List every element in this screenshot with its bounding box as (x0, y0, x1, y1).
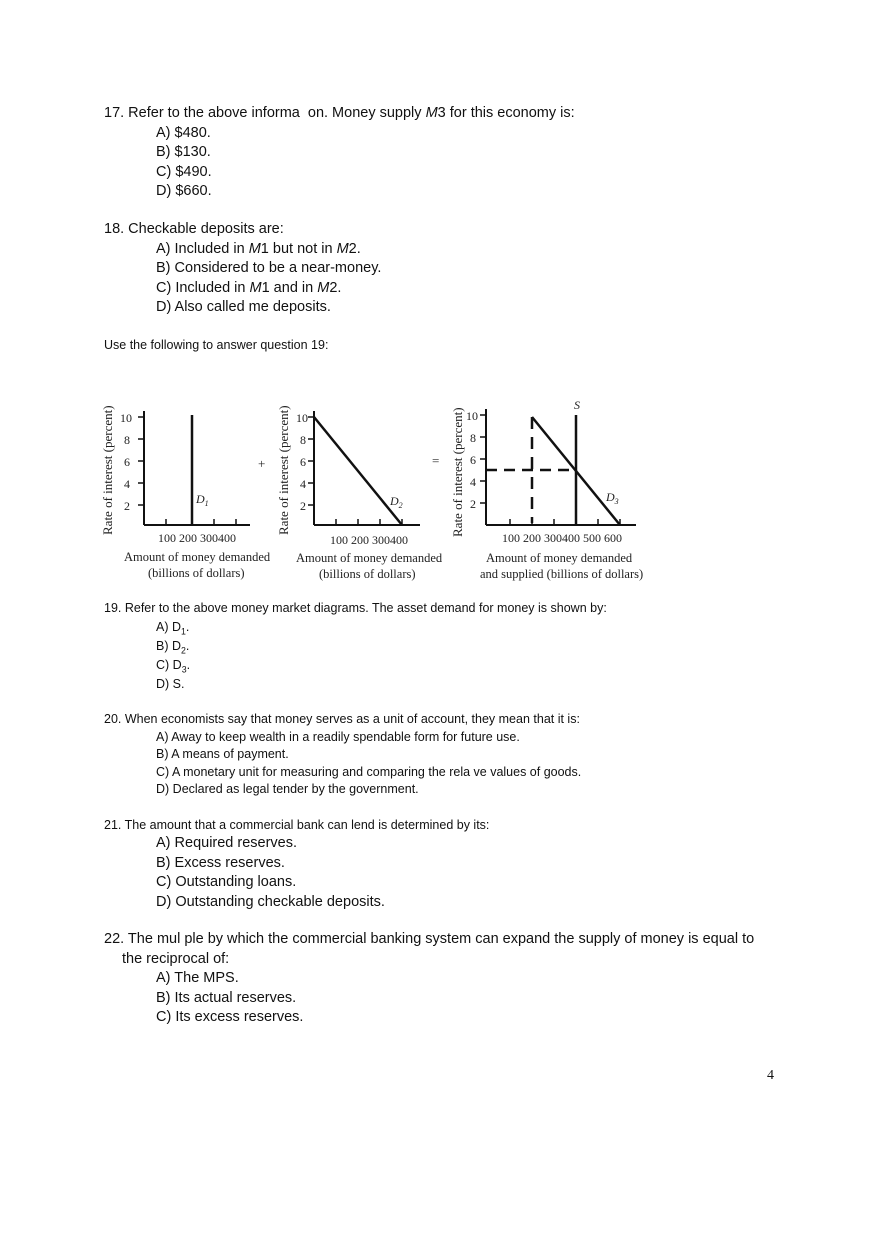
panel-3-ytick-6: 6 (470, 453, 476, 467)
panel-2-ytick-4: 4 (300, 477, 306, 491)
plus-sign: + (258, 456, 266, 471)
panel-1-ytick-10: 10 (120, 411, 132, 425)
panel-3-xticks: 100 200 300400 500 600 (502, 531, 622, 545)
question-20-stem: 20. When economists say that money serves as a unit of account, they mean that it is: (104, 712, 580, 726)
question-17-option-b: B) $130. (156, 144, 211, 160)
panel-1-xticks: 100 200 300400 (158, 531, 236, 545)
panel-2-ylabel: Rate of interest (percent) (276, 405, 291, 535)
question-19-option-c: C) $D_3$. (156, 658, 191, 675)
question-22-option-a: A) The MPS. (156, 970, 239, 986)
money-market-diagrams (100, 385, 660, 585)
panel-2-ytick-6: 6 (300, 455, 306, 469)
question-17-option-a: A) $480. (156, 124, 211, 141)
question-18 (104, 220, 381, 318)
panel-3-ytick-8: 8 (470, 431, 476, 445)
panel-2-curve-label: $D_2$ (390, 494, 403, 510)
question-18-option-b: B) Considered to be a near-money. (156, 260, 382, 276)
question-17-stem: 17. Refer to the above informa on. Money supply M3 for this economy is: (104, 105, 575, 121)
question-17 (104, 104, 575, 202)
question-20-option-a: A) Away to keep wealth in a readily spendable form for future use. (156, 729, 520, 744)
question-20 (104, 711, 581, 799)
question-18-option-d: D) Also called me deposits. (156, 299, 331, 315)
panel-2-xticks: 100 200 300400 (330, 533, 408, 547)
question-19-intro: Use the following to answer question 19: (104, 338, 329, 352)
question-22-stem-line1: 22. The mul ple by which the commercial banking system can expand the supply of money is equal to (104, 931, 755, 947)
panel-3-xlabel-line1: Amount of money demanded (486, 551, 633, 565)
panel-3-ytick-10: 10 (466, 409, 478, 423)
question-18-stem: 18. Checkable deposits are: (104, 221, 284, 237)
panel-1-ytick-4: 4 (124, 477, 130, 491)
panel-3-ylabel: Rate of interest (percent) (450, 407, 465, 537)
panel-1 (100, 405, 271, 580)
panel-3-curve-label: $D_3$ (606, 490, 619, 506)
panel-3-ytick-4: 4 (470, 475, 476, 489)
question-19-option-d: D) S. (156, 677, 185, 691)
question-18-option-c: C) Included in M1 and in M2. (156, 279, 342, 296)
panel-2-demand-curve (314, 417, 402, 525)
question-22-stem-line2: the reciprocal of: (122, 950, 230, 967)
panel-3 (450, 398, 643, 581)
question-22 (104, 930, 754, 1028)
question-21-option-b: B) Excess reserves. (156, 854, 285, 871)
panel-2 (276, 405, 443, 581)
panel-2-xlabel-line1: Amount of money demanded (296, 551, 443, 565)
panel-1-ytick-8: 8 (124, 433, 130, 447)
question-21-option-c: C) Outstanding loans. (156, 874, 297, 890)
panel-1-ylabel: Rate of interest (percent) (100, 405, 115, 535)
question-17-option-c: C) $490. (156, 163, 212, 180)
question-20-option-c: C) A monetary unit for measuring and comparing the rela ve values of goods. (156, 764, 582, 779)
panel-2-ytick-2: 2 (300, 499, 306, 513)
panel-3-ytick-2: 2 (470, 497, 476, 511)
question-19-option-a: A) $D_1$. (156, 620, 190, 637)
question-18-option-a: A) Included in M1 but not in M2. (156, 240, 361, 257)
question-22-option-c: C) Its excess reserves. (156, 1009, 304, 1025)
question-20-option-d: D) Declared as legal tender by the government. (156, 782, 419, 796)
question-21 (104, 816, 489, 912)
question-21-stem: 21. The amount that a commercial bank can lend is determined by its: (104, 818, 490, 832)
panel-3-supply-label: S (574, 398, 580, 412)
panel-1-xlabel-line2: (billions of dollars) (148, 566, 245, 580)
panel-2-ytick-10: 10 (296, 411, 308, 425)
question-17-option-d: D) $660. (156, 183, 212, 199)
question-19-stem: 19. Refer to the above money market diagrams. The asset demand for money is shown by: (104, 601, 607, 615)
panel-2-ytick-8: 8 (300, 433, 306, 447)
question-22-option-b: B) Its actual reserves. (156, 989, 297, 1006)
question-19 (104, 599, 607, 694)
page-number: 4 (767, 1068, 774, 1083)
panel-2-xlabel-line2: (billions of dollars) (319, 567, 416, 581)
panel-1-curve-label: $D_1$ (196, 492, 209, 508)
panel-1-ytick-6: 6 (124, 455, 130, 469)
panel-3-xlabel-line2: and supplied (billions of dollars) (480, 567, 644, 581)
panel-1-xlabel-line1: Amount of money demanded (124, 550, 271, 564)
question-19-option-b: B) $D_2$. (156, 639, 190, 656)
question-21-option-a: A) Required reserves. (156, 835, 298, 851)
equals-sign: = (432, 453, 440, 468)
question-20-option-b: B) A means of payment. (156, 747, 289, 761)
question-21-option-d: D) Outstanding checkable deposits. (156, 893, 385, 910)
panel-1-ytick-2: 2 (124, 499, 130, 513)
